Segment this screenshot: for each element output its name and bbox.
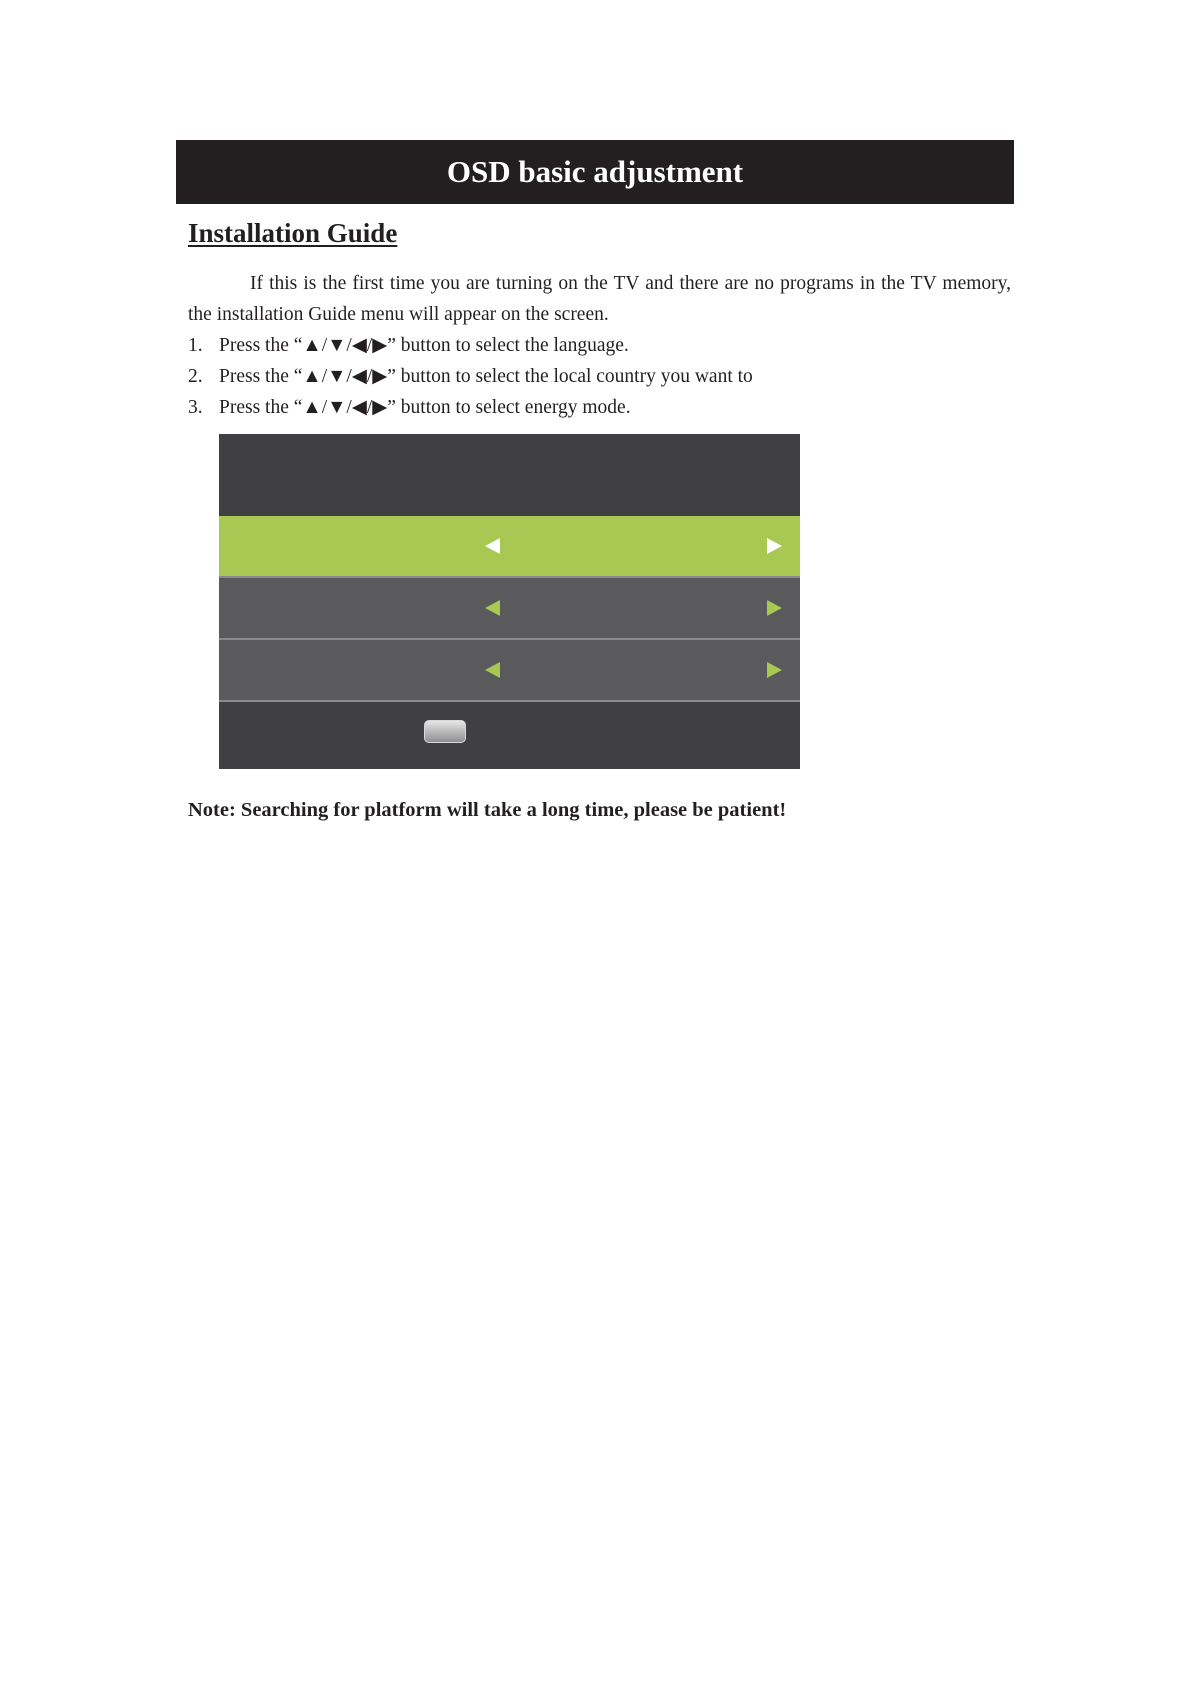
step-number: 2. (188, 366, 203, 387)
note-text: Note: Searching for platform will take a long time, please be patient! (188, 799, 787, 821)
step-text: Press the “▲/▼/◀/▶” button to select the local country you want to (219, 366, 753, 387)
page-title: OSD basic adjustment (446, 154, 744, 189)
osd-installation-menu (219, 434, 800, 769)
osd-row-energy-mode[interactable] (219, 640, 800, 700)
header-bar (176, 140, 1014, 204)
list-item (188, 392, 1011, 423)
step-number: 1. (188, 335, 203, 356)
step-text: Press the “▲/▼/◀/▶” button to select energy mode. (219, 397, 631, 418)
step-text: Press the “▲/▼/◀/▶” button to select the language. (219, 335, 629, 356)
step-number: 3. (188, 397, 203, 418)
right-arrow-icon[interactable] (767, 600, 782, 616)
osd-row-language[interactable] (219, 516, 800, 576)
section-title: Installation Guide (188, 218, 398, 248)
osd-row-country[interactable] (219, 578, 800, 638)
list-item (188, 330, 1011, 361)
row-divider (219, 700, 800, 702)
list-item (188, 361, 1011, 392)
steps-list (188, 330, 1011, 423)
left-arrow-icon[interactable] (485, 662, 500, 678)
intro-paragraph: If this is the first time you are turning on the TV and there are no programs in the TV memory, the installation Guide menu will appear on the screen. (188, 273, 1011, 325)
left-arrow-icon[interactable] (485, 538, 500, 554)
left-arrow-icon[interactable] (485, 600, 500, 616)
osd-start-button[interactable] (424, 720, 466, 743)
right-arrow-icon[interactable] (767, 538, 782, 554)
right-arrow-icon[interactable] (767, 662, 782, 678)
